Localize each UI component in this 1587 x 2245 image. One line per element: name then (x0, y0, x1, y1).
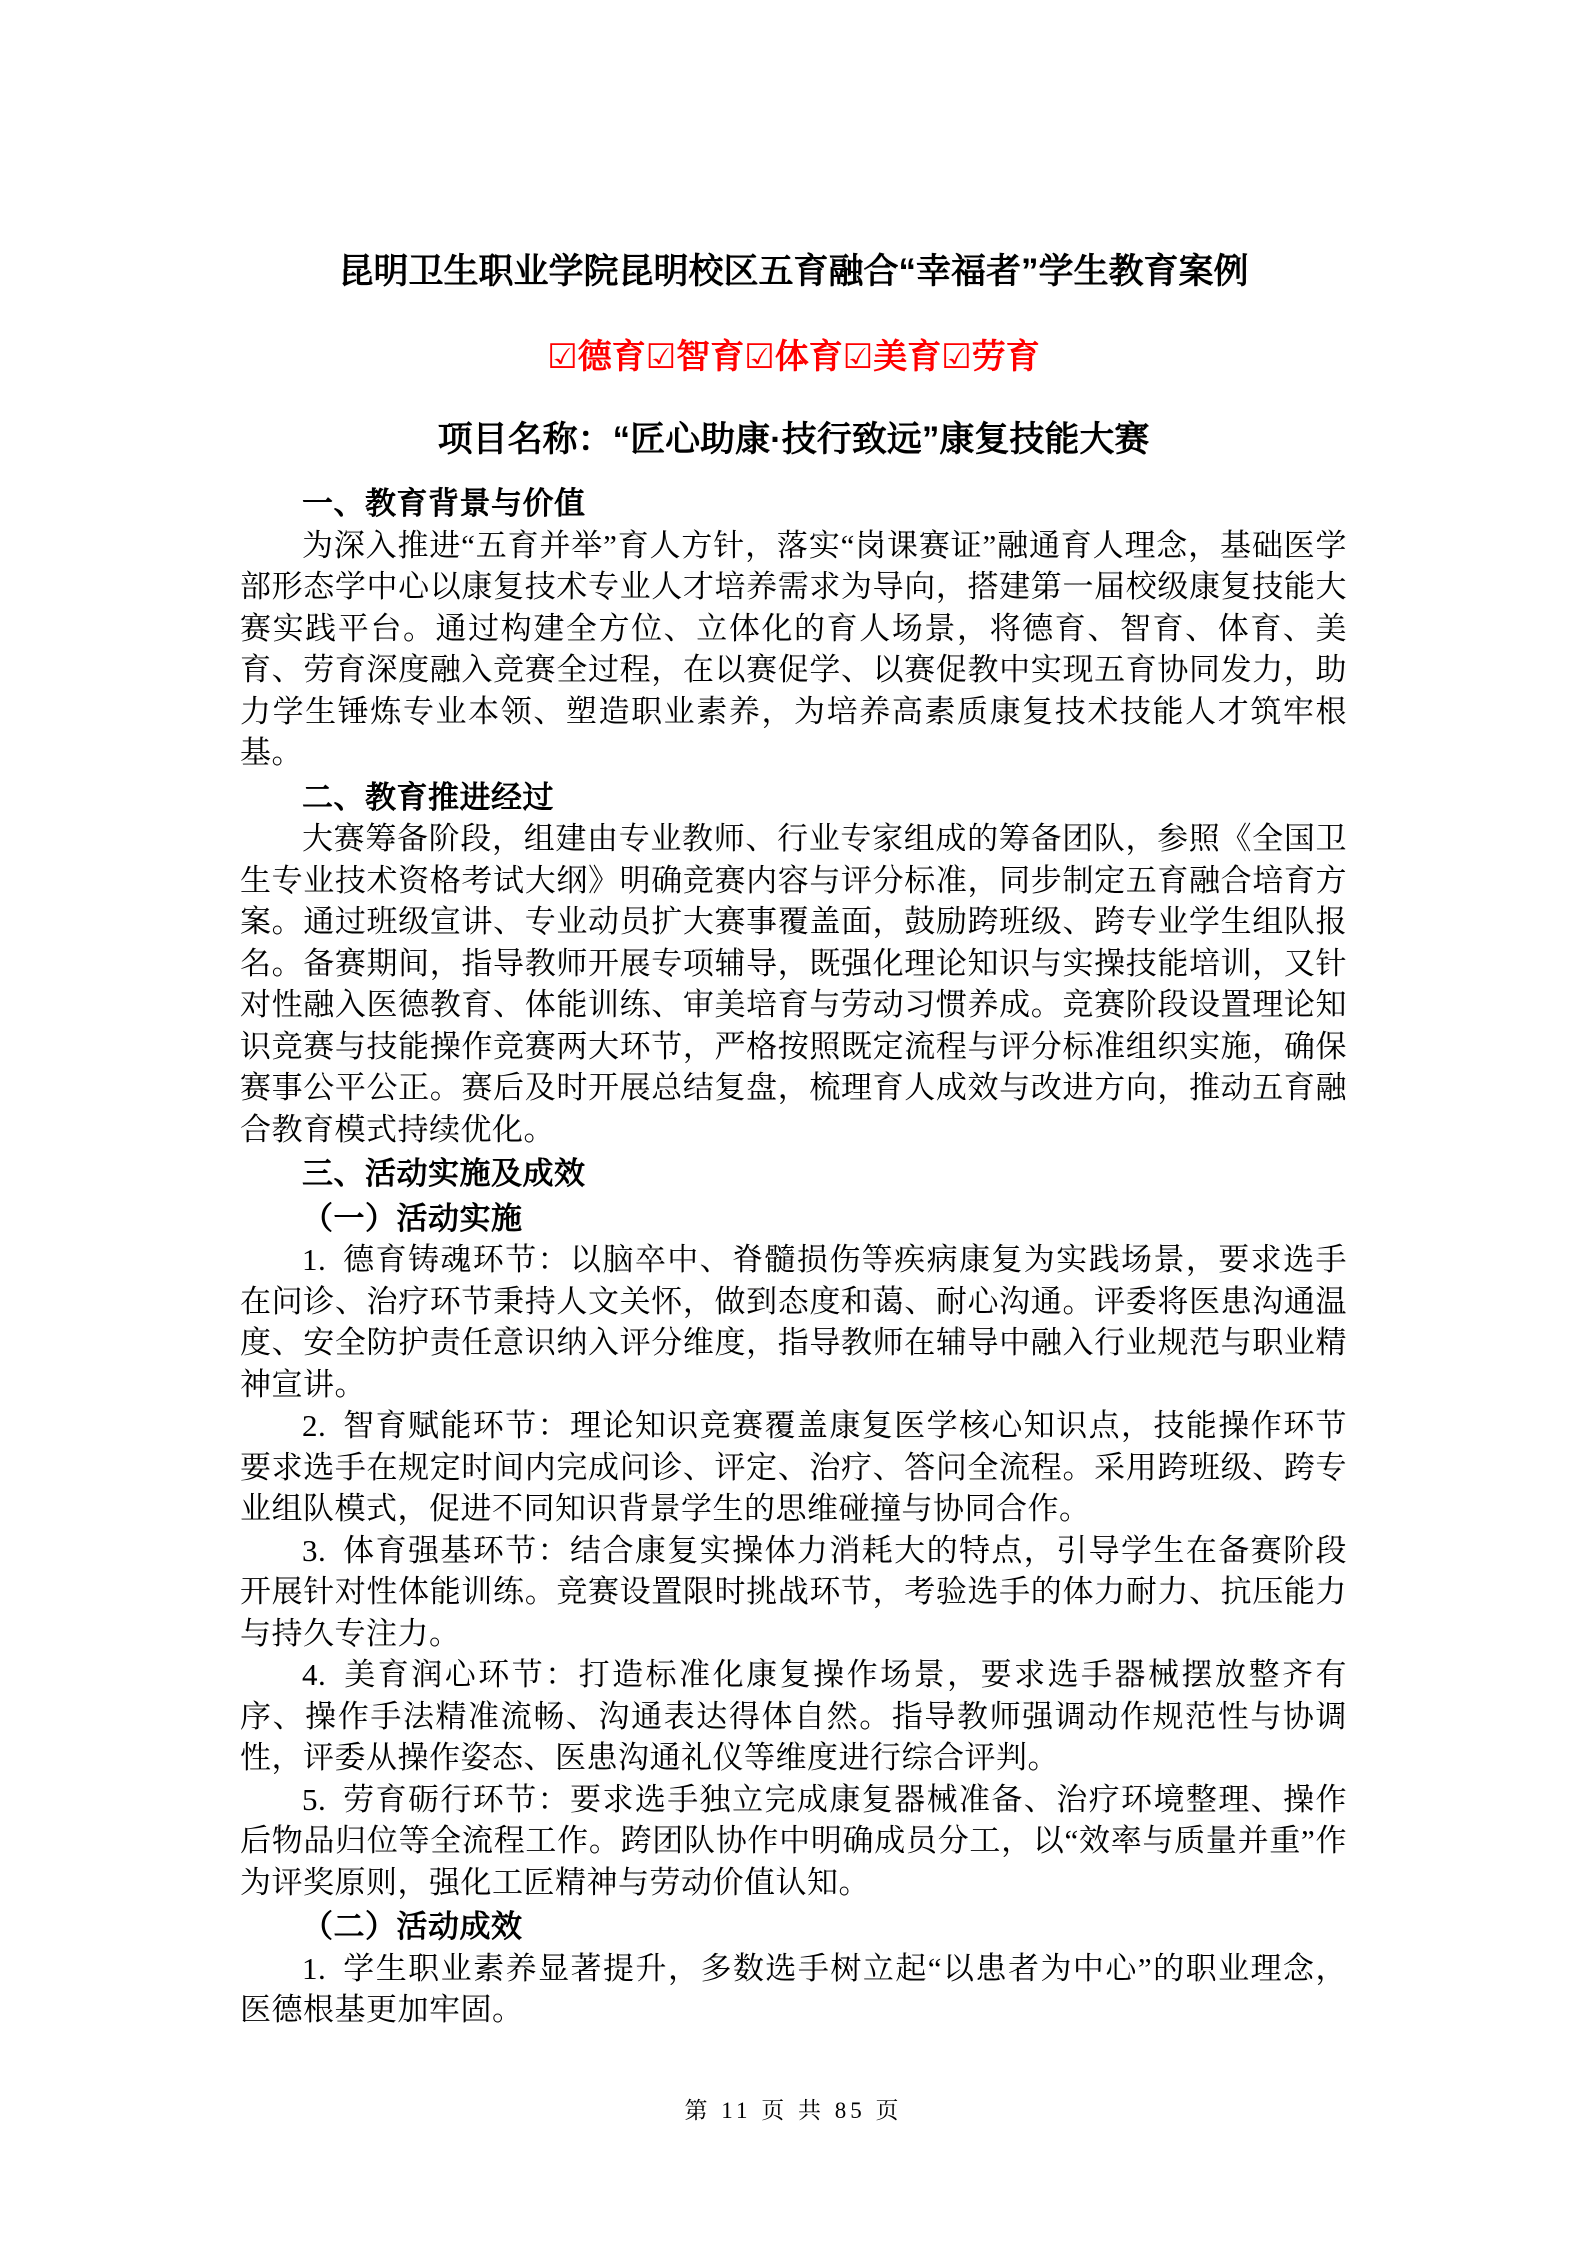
section-heading-process: 二、教育推进经过 (302, 779, 554, 815)
paragraph-process: 大赛筹备阶段，组建由专业教师、行业专家组成的筹备团队，参照《全国卫生专业技术资格考试大纲》明确竞赛内容与评分标准，同步制定五育融合培育方案。通过班级宣讲、专业动员扩大赛事覆盖面，鼓励跨班级、跨专业学生组队报名。备赛期间，指导教师开展专项辅导，既强化理论知识与实操技能培训，又针对性融入医德教育、体能训练、审美培育与劳动习惯养成。竞赛阶段设置理论知识竞赛与技能操作竞赛两大环节，严格按照既定流程与评分标准组织实施，确保赛事公平公正。赛后及时开展总结复盘，梳理育人成效与改进方向，推动五育融合教育模式持续优化。 (240, 821, 1347, 1147)
paragraph-result-1: 1. 学生职业素养显著提升，多数选手树立起“以患者为中心”的职业理念，医德根基更加牢固。 (240, 1950, 1347, 2027)
checkbox-checked-icon: ☑ (842, 338, 874, 376)
tag-tiyu (744, 337, 842, 377)
section-heading-implementation: 三、活动实施及成效 (302, 1156, 586, 1191)
tag-label: 劳育 (971, 338, 1040, 376)
document-title: 昆明卫生职业学院昆明校区五育融合“幸福者”学生教育案例 (338, 252, 1249, 291)
paragraph-item-labor: 5. 劳育砺行环节：要求选手独立完成康复器械准备、治疗环境整理、操作后物品归位等全流程工作。跨团队协作中明确成员分工，以“效率与质量并重”作为评奖原则，强化工匠精神与劳动价值认知。 (240, 1781, 1347, 1900)
checkbox-checked-icon: ☑ (645, 338, 677, 376)
education-tags (240, 337, 1347, 377)
tag-label: 智育 (676, 338, 745, 376)
document-body (240, 483, 1347, 2031)
paragraph-background: 为深入推进“五育并举”育人方针，落实“岗课赛证”融通育人理念，基础医学部形态学中心以康复技术专业人才培养需求为导向，搭建第一届校级康复技能大赛实践平台。通过构建全方位、立体化的育人场景，将德育、智育、体育、美育、劳育深度融入竞赛全过程，在以赛促学、以赛促教中实现五育协同发力，助力学生锤炼专业本领、塑造职业素养，为培养高素质康复技术技能人才筑牢根基。 (240, 527, 1347, 770)
tag-deyu (547, 337, 645, 377)
page-footer: 第 11 页 共 85 页 (684, 2098, 903, 2123)
checkbox-checked-icon: ☑ (941, 338, 972, 376)
paragraph-item-moral: 1. 德育铸魂环节：以脑卒中、脊髓损伤等疾病康复为实践场景，要求选手在问诊、治疗环节秉持人文关怀，做到态度和蔼、耐心沟通。评委将医患沟通温度、安全防护责任意识纳入评分维度，指导教师在辅导中融入行业规范与职业精神宣讲。 (240, 1242, 1347, 1402)
checkbox-checked-icon: ☑ (547, 338, 578, 376)
project-title: 项目名称：“匠心助康·技行致远”康复技能大赛 (437, 420, 1150, 459)
tag-label: 体育 (774, 338, 843, 376)
tag-label: 美育 (873, 338, 942, 376)
subheading-activity-implementation: （一）活动实施 (302, 1200, 523, 1236)
tag-label: 德育 (577, 338, 646, 376)
tag-meiyu (843, 337, 941, 377)
paragraph-item-aesthetic: 4. 美育润心环节：打造标准化康复操作场景，要求选手器械摆放整齐有序、操作手法精准流畅、沟通表达得体自然。指导教师强调动作规范性与协调性，评委从操作姿态、医患沟通礼仪等维度进行综合评判。 (240, 1657, 1347, 1775)
section-heading-background: 一、教育背景与价值 (302, 486, 586, 521)
tag-zhiyu (646, 337, 744, 377)
subheading-activity-results: （二）活动成效 (302, 1909, 523, 1944)
checkbox-checked-icon: ☑ (744, 338, 775, 376)
paragraph-item-intellectual: 2. 智育赋能环节：理论知识竞赛覆盖康复医学核心知识点，技能操作环节要求选手在规定时间内完成问诊、评定、治疗、答问全流程。采用跨班级、跨专业组队模式，促进不同知识背景学生的思维碰撞与协同合作。 (240, 1408, 1347, 1526)
paragraph-item-physical: 3. 体育强基环节：结合康复实操体力消耗大的特点，引导学生在备赛阶段开展针对性体能训练。竞赛设置限时挑战环节，考验选手的体力耐力、抗压能力与持久专注力。 (240, 1532, 1347, 1651)
tag-laoyu (941, 337, 1039, 377)
